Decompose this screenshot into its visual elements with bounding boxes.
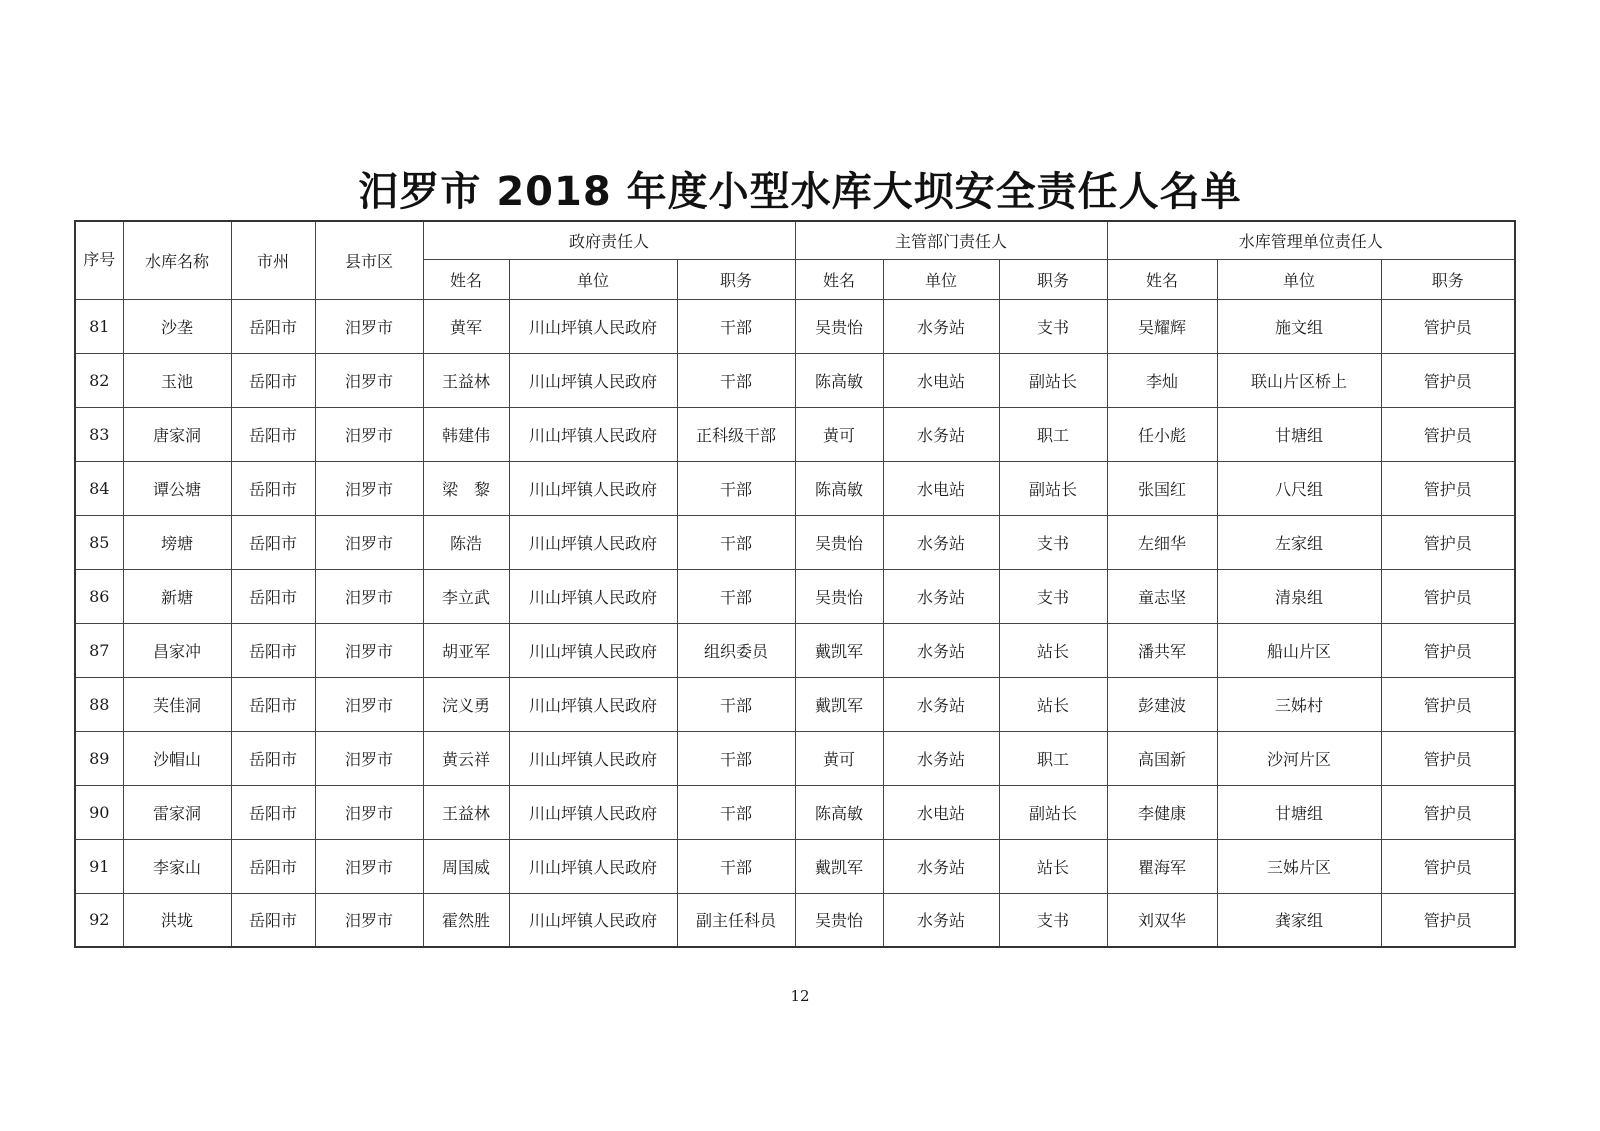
cell-gov-position: 干部 xyxy=(677,353,795,407)
table-row xyxy=(75,785,1515,839)
cell-dept-name: 戴凯军 xyxy=(795,677,883,731)
cell-mgmt-name: 任小彪 xyxy=(1107,407,1217,461)
cell-mgmt-position: 管护员 xyxy=(1381,569,1515,623)
cell-seq: 90 xyxy=(75,785,123,839)
header-dept-name: 姓名 xyxy=(795,259,883,299)
cell-dept-unit: 水务站 xyxy=(883,515,999,569)
cell-mgmt-unit: 清泉组 xyxy=(1217,569,1381,623)
table-row xyxy=(75,353,1515,407)
cell-reservoir: 雷家洞 xyxy=(123,785,231,839)
cell-seq: 92 xyxy=(75,893,123,947)
cell-gov-unit: 川山坪镇人民政府 xyxy=(509,299,677,353)
cell-gov-name: 霍然胜 xyxy=(423,893,509,947)
cell-mgmt-position: 管护员 xyxy=(1381,299,1515,353)
cell-mgmt-position: 管护员 xyxy=(1381,893,1515,947)
header-gov-name: 姓名 xyxy=(423,259,509,299)
cell-gov-unit: 川山坪镇人民政府 xyxy=(509,839,677,893)
header-mgmt-unit: 单位 xyxy=(1217,259,1381,299)
cell-dept-name: 黄可 xyxy=(795,731,883,785)
cell-mgmt-position: 管护员 xyxy=(1381,785,1515,839)
cell-reservoir: 昌家冲 xyxy=(123,623,231,677)
cell-county: 汨罗市 xyxy=(315,407,423,461)
cell-reservoir: 李家山 xyxy=(123,839,231,893)
cell-county: 汨罗市 xyxy=(315,677,423,731)
cell-mgmt-name: 瞿海军 xyxy=(1107,839,1217,893)
cell-seq: 81 xyxy=(75,299,123,353)
cell-gov-unit: 川山坪镇人民政府 xyxy=(509,731,677,785)
cell-mgmt-unit: 甘塘组 xyxy=(1217,407,1381,461)
cell-mgmt-position: 管护员 xyxy=(1381,839,1515,893)
table-row xyxy=(75,407,1515,461)
cell-dept-name: 陈高敏 xyxy=(795,461,883,515)
header-mgmt-name: 姓名 xyxy=(1107,259,1217,299)
cell-dept-position: 职工 xyxy=(999,407,1107,461)
cell-seq: 85 xyxy=(75,515,123,569)
cell-gov-position: 正科级干部 xyxy=(677,407,795,461)
cell-county: 汨罗市 xyxy=(315,515,423,569)
cell-gov-name: 梁 黎 xyxy=(423,461,509,515)
cell-county: 汨罗市 xyxy=(315,893,423,947)
cell-gov-name: 韩建伟 xyxy=(423,407,509,461)
cell-city: 岳阳市 xyxy=(231,893,315,947)
cell-city: 岳阳市 xyxy=(231,461,315,515)
cell-dept-position: 副站长 xyxy=(999,461,1107,515)
cell-dept-unit: 水务站 xyxy=(883,299,999,353)
cell-gov-name: 陈浩 xyxy=(423,515,509,569)
cell-gov-unit: 川山坪镇人民政府 xyxy=(509,623,677,677)
cell-mgmt-unit: 八尺组 xyxy=(1217,461,1381,515)
cell-gov-unit: 川山坪镇人民政府 xyxy=(509,893,677,947)
responsibility-table xyxy=(74,220,1516,948)
cell-gov-name: 周国威 xyxy=(423,839,509,893)
cell-mgmt-position: 管护员 xyxy=(1381,461,1515,515)
cell-dept-position: 支书 xyxy=(999,569,1107,623)
cell-mgmt-name: 高国新 xyxy=(1107,731,1217,785)
cell-dept-position: 支书 xyxy=(999,515,1107,569)
table-row xyxy=(75,677,1515,731)
cell-dept-position: 支书 xyxy=(999,893,1107,947)
cell-seq: 88 xyxy=(75,677,123,731)
cell-mgmt-name: 童志坚 xyxy=(1107,569,1217,623)
cell-mgmt-name: 李灿 xyxy=(1107,353,1217,407)
cell-mgmt-unit: 龚家组 xyxy=(1217,893,1381,947)
cell-gov-position: 干部 xyxy=(677,785,795,839)
cell-reservoir: 谭公塘 xyxy=(123,461,231,515)
cell-dept-unit: 水电站 xyxy=(883,785,999,839)
cell-dept-position: 站长 xyxy=(999,623,1107,677)
cell-seq: 83 xyxy=(75,407,123,461)
cell-gov-unit: 川山坪镇人民政府 xyxy=(509,353,677,407)
cell-gov-position: 干部 xyxy=(677,731,795,785)
cell-city: 岳阳市 xyxy=(231,623,315,677)
cell-mgmt-name: 张国红 xyxy=(1107,461,1217,515)
cell-dept-unit: 水务站 xyxy=(883,893,999,947)
cell-reservoir: 玉池 xyxy=(123,353,231,407)
cell-mgmt-position: 管护员 xyxy=(1381,731,1515,785)
cell-city: 岳阳市 xyxy=(231,569,315,623)
cell-county: 汨罗市 xyxy=(315,353,423,407)
cell-gov-name: 黄军 xyxy=(423,299,509,353)
cell-mgmt-unit: 甘塘组 xyxy=(1217,785,1381,839)
cell-dept-position: 副站长 xyxy=(999,353,1107,407)
cell-dept-unit: 水电站 xyxy=(883,461,999,515)
cell-city: 岳阳市 xyxy=(231,677,315,731)
cell-county: 汨罗市 xyxy=(315,299,423,353)
cell-mgmt-position: 管护员 xyxy=(1381,407,1515,461)
cell-dept-name: 陈高敏 xyxy=(795,785,883,839)
cell-dept-unit: 水务站 xyxy=(883,677,999,731)
cell-dept-unit: 水务站 xyxy=(883,407,999,461)
table-row xyxy=(75,299,1515,353)
cell-gov-position: 干部 xyxy=(677,515,795,569)
cell-dept-unit: 水电站 xyxy=(883,353,999,407)
cell-gov-name: 浣义勇 xyxy=(423,677,509,731)
cell-county: 汨罗市 xyxy=(315,785,423,839)
cell-mgmt-name: 吴耀辉 xyxy=(1107,299,1217,353)
cell-reservoir: 洪垅 xyxy=(123,893,231,947)
cell-mgmt-name: 李健康 xyxy=(1107,785,1217,839)
cell-gov-unit: 川山坪镇人民政府 xyxy=(509,677,677,731)
cell-gov-unit: 川山坪镇人民政府 xyxy=(509,407,677,461)
cell-gov-name: 胡亚军 xyxy=(423,623,509,677)
header-gov-unit: 单位 xyxy=(509,259,677,299)
table-row xyxy=(75,461,1515,515)
cell-seq: 82 xyxy=(75,353,123,407)
cell-mgmt-unit: 左家组 xyxy=(1217,515,1381,569)
cell-city: 岳阳市 xyxy=(231,515,315,569)
cell-seq: 91 xyxy=(75,839,123,893)
cell-county: 汨罗市 xyxy=(315,839,423,893)
header-dept-unit: 单位 xyxy=(883,259,999,299)
cell-mgmt-name: 潘共军 xyxy=(1107,623,1217,677)
page-number: 12 xyxy=(790,987,810,1005)
cell-county: 汨罗市 xyxy=(315,461,423,515)
cell-reservoir: 唐家洞 xyxy=(123,407,231,461)
cell-gov-name: 黄云祥 xyxy=(423,731,509,785)
cell-gov-unit: 川山坪镇人民政府 xyxy=(509,785,677,839)
cell-gov-position: 干部 xyxy=(677,299,795,353)
page-title: 汨罗市 2018 年度小型水库大坝安全责任人名单 xyxy=(358,169,1242,215)
cell-gov-unit: 川山坪镇人民政府 xyxy=(509,515,677,569)
cell-seq: 86 xyxy=(75,569,123,623)
cell-dept-position: 站长 xyxy=(999,677,1107,731)
cell-reservoir: 新塘 xyxy=(123,569,231,623)
cell-dept-name: 吴贵怡 xyxy=(795,569,883,623)
cell-gov-position: 干部 xyxy=(677,569,795,623)
cell-county: 汨罗市 xyxy=(315,623,423,677)
cell-seq: 84 xyxy=(75,461,123,515)
cell-mgmt-unit: 联山片区桥上 xyxy=(1217,353,1381,407)
cell-dept-position: 副站长 xyxy=(999,785,1107,839)
cell-reservoir: 沙垄 xyxy=(123,299,231,353)
cell-dept-unit: 水务站 xyxy=(883,623,999,677)
cell-gov-unit: 川山坪镇人民政府 xyxy=(509,569,677,623)
table-row xyxy=(75,623,1515,677)
cell-mgmt-name: 刘双华 xyxy=(1107,893,1217,947)
cell-mgmt-unit: 船山片区 xyxy=(1217,623,1381,677)
cell-mgmt-unit: 施文组 xyxy=(1217,299,1381,353)
cell-dept-name: 黄可 xyxy=(795,407,883,461)
cell-gov-position: 干部 xyxy=(677,677,795,731)
cell-dept-unit: 水务站 xyxy=(883,839,999,893)
cell-dept-name: 吴贵怡 xyxy=(795,515,883,569)
header-mgmt-group: 水库管理单位责任人 xyxy=(1107,221,1515,259)
header-mgmt-position: 职务 xyxy=(1381,259,1515,299)
cell-dept-name: 吴贵怡 xyxy=(795,893,883,947)
cell-county: 汨罗市 xyxy=(315,569,423,623)
cell-county: 汨罗市 xyxy=(315,731,423,785)
table-body xyxy=(75,299,1515,947)
cell-dept-unit: 水务站 xyxy=(883,731,999,785)
header-gov-group: 政府责任人 xyxy=(423,221,795,259)
cell-gov-name: 王益林 xyxy=(423,785,509,839)
cell-dept-name: 戴凯军 xyxy=(795,839,883,893)
table-row xyxy=(75,839,1515,893)
cell-reservoir: 沙帽山 xyxy=(123,731,231,785)
cell-mgmt-unit: 三姊村 xyxy=(1217,677,1381,731)
cell-gov-position: 组织委员 xyxy=(677,623,795,677)
cell-seq: 89 xyxy=(75,731,123,785)
cell-dept-position: 站长 xyxy=(999,839,1107,893)
cell-mgmt-position: 管护员 xyxy=(1381,623,1515,677)
cell-city: 岳阳市 xyxy=(231,353,315,407)
cell-mgmt-unit: 三姊片区 xyxy=(1217,839,1381,893)
cell-gov-position: 副主任科员 xyxy=(677,893,795,947)
cell-reservoir: 芙佳洞 xyxy=(123,677,231,731)
header-reservoir: 水库名称 xyxy=(123,221,231,299)
header-gov-position: 职务 xyxy=(677,259,795,299)
cell-gov-position: 干部 xyxy=(677,461,795,515)
cell-city: 岳阳市 xyxy=(231,785,315,839)
cell-mgmt-name: 左细华 xyxy=(1107,515,1217,569)
cell-city: 岳阳市 xyxy=(231,407,315,461)
table-row xyxy=(75,569,1515,623)
cell-mgmt-unit: 沙河片区 xyxy=(1217,731,1381,785)
cell-dept-name: 陈高敏 xyxy=(795,353,883,407)
header-county: 县市区 xyxy=(315,221,423,299)
cell-reservoir: 塝塘 xyxy=(123,515,231,569)
cell-mgmt-name: 彭建波 xyxy=(1107,677,1217,731)
cell-dept-unit: 水务站 xyxy=(883,569,999,623)
cell-gov-position: 干部 xyxy=(677,839,795,893)
cell-dept-name: 吴贵怡 xyxy=(795,299,883,353)
header-row-top xyxy=(75,221,1515,259)
cell-dept-position: 职工 xyxy=(999,731,1107,785)
cell-city: 岳阳市 xyxy=(231,839,315,893)
cell-dept-name: 戴凯军 xyxy=(795,623,883,677)
cell-city: 岳阳市 xyxy=(231,299,315,353)
header-dept-position: 职务 xyxy=(999,259,1107,299)
table-row xyxy=(75,515,1515,569)
cell-mgmt-position: 管护员 xyxy=(1381,353,1515,407)
cell-city: 岳阳市 xyxy=(231,731,315,785)
table-row xyxy=(75,893,1515,947)
cell-gov-name: 李立武 xyxy=(423,569,509,623)
cell-mgmt-position: 管护员 xyxy=(1381,515,1515,569)
header-seq: 序号 xyxy=(75,221,123,299)
table-row xyxy=(75,731,1515,785)
cell-dept-position: 支书 xyxy=(999,299,1107,353)
cell-seq: 87 xyxy=(75,623,123,677)
cell-gov-unit: 川山坪镇人民政府 xyxy=(509,461,677,515)
header-city: 市州 xyxy=(231,221,315,299)
header-dept-group: 主管部门责任人 xyxy=(795,221,1107,259)
cell-gov-name: 王益林 xyxy=(423,353,509,407)
cell-mgmt-position: 管护员 xyxy=(1381,677,1515,731)
